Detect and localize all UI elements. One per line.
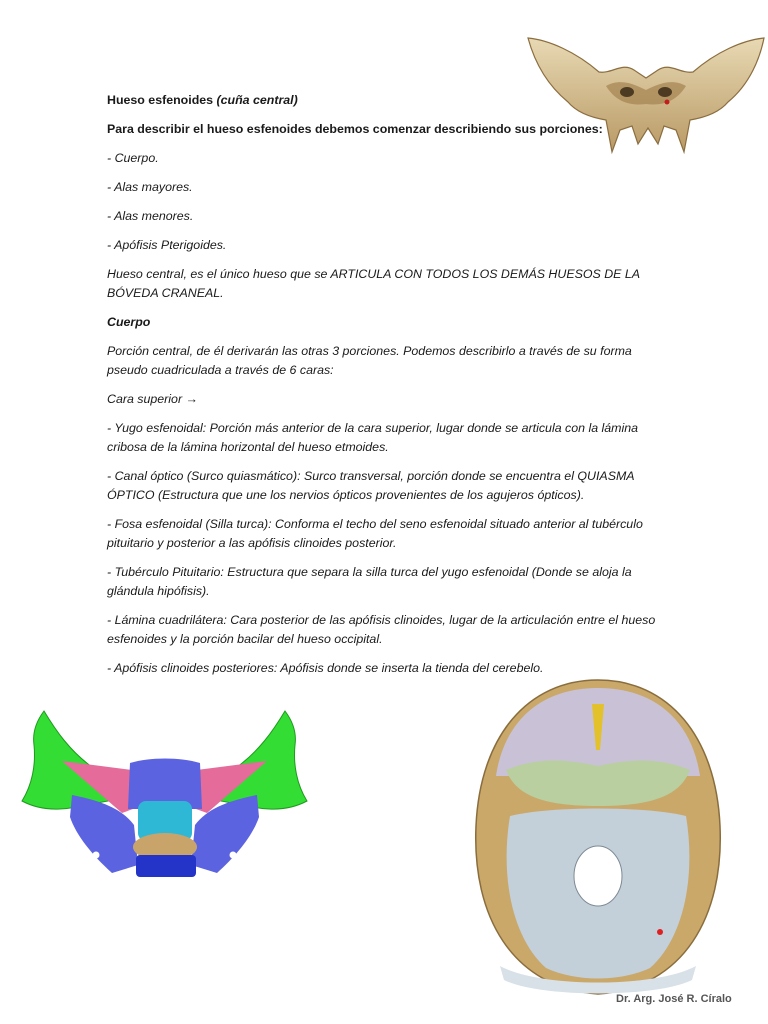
body-intro: Porción central, de él derivarán las otras 3 porciones. Podemos describirlo a través de su forma pseudo cuadriculada a través de 6 caras: <box>107 344 632 377</box>
central-note: Hueso central, es el único hueso que se ARTICULA CON TODOS LOS DEMÁS HUESOS DE LA BÓVEDA CRANEAL. <box>107 267 640 300</box>
list-item: - Fosa esfenoidal (Silla turca): Conforma el techo del seno esfenoidal situado anterior al tubérculo pituitario y posterior a las apófisis clinoides posterior. <box>107 517 643 550</box>
title-suffix: (cuña central) <box>216 93 298 107</box>
portion-item: - Apófisis Pterigoides. <box>107 238 227 252</box>
intro-paragraph: Para describir el hueso esfenoides debemos comenzar describiendo sus porciones: <box>107 122 603 136</box>
skull-base-figure <box>470 676 726 998</box>
document-title <box>107 91 667 110</box>
list-item: - Tubérculo Pituitario: Estructura que separa la silla turca del yugo esfenoidal (Donde se aloja la glándula hipófisis). <box>107 565 632 598</box>
image-credit: Dr. Arg. José R. Círalo <box>616 993 732 1005</box>
text-content <box>107 91 667 688</box>
list-item: - Yugo esfenoidal: Porción más anterior de la cara superior, lugar donde se articula con la lámina cribosa de la lámina horizontal del hueso etmoides. <box>107 421 639 454</box>
list-item: - Lámina cuadrilátera: Cara posterior de las apófisis clinoides, lugar de la articulación entre el hueso esfenoides y la porción bacilar del hueso occipital. <box>107 613 656 646</box>
list-item: - Apófisis clinoides posteriores: Apófisis donde se inserta la tienda del cerebelo. <box>107 661 544 675</box>
portion-item: - Alas mayores. <box>107 180 193 194</box>
portion-item: - Alas menores. <box>107 209 194 223</box>
face-label: Cara superior → <box>107 392 198 406</box>
portion-item: - Cuerpo. <box>107 151 159 165</box>
sphenoid-colored-model <box>12 705 317 890</box>
list-item: - Canal óptico (Surco quiasmático): Surco transversal, porción donde se encuentra el QUIASMA ÓPTICO (Estructura que une los nervios ópticos provenientes de los agujeros ópticos). <box>107 469 635 502</box>
title-text: Hueso esfenoides <box>107 93 214 107</box>
sphenoid-colored-model-icon <box>12 705 317 890</box>
skull-base-view-icon <box>470 676 726 998</box>
section-heading: Cuerpo <box>107 315 151 329</box>
